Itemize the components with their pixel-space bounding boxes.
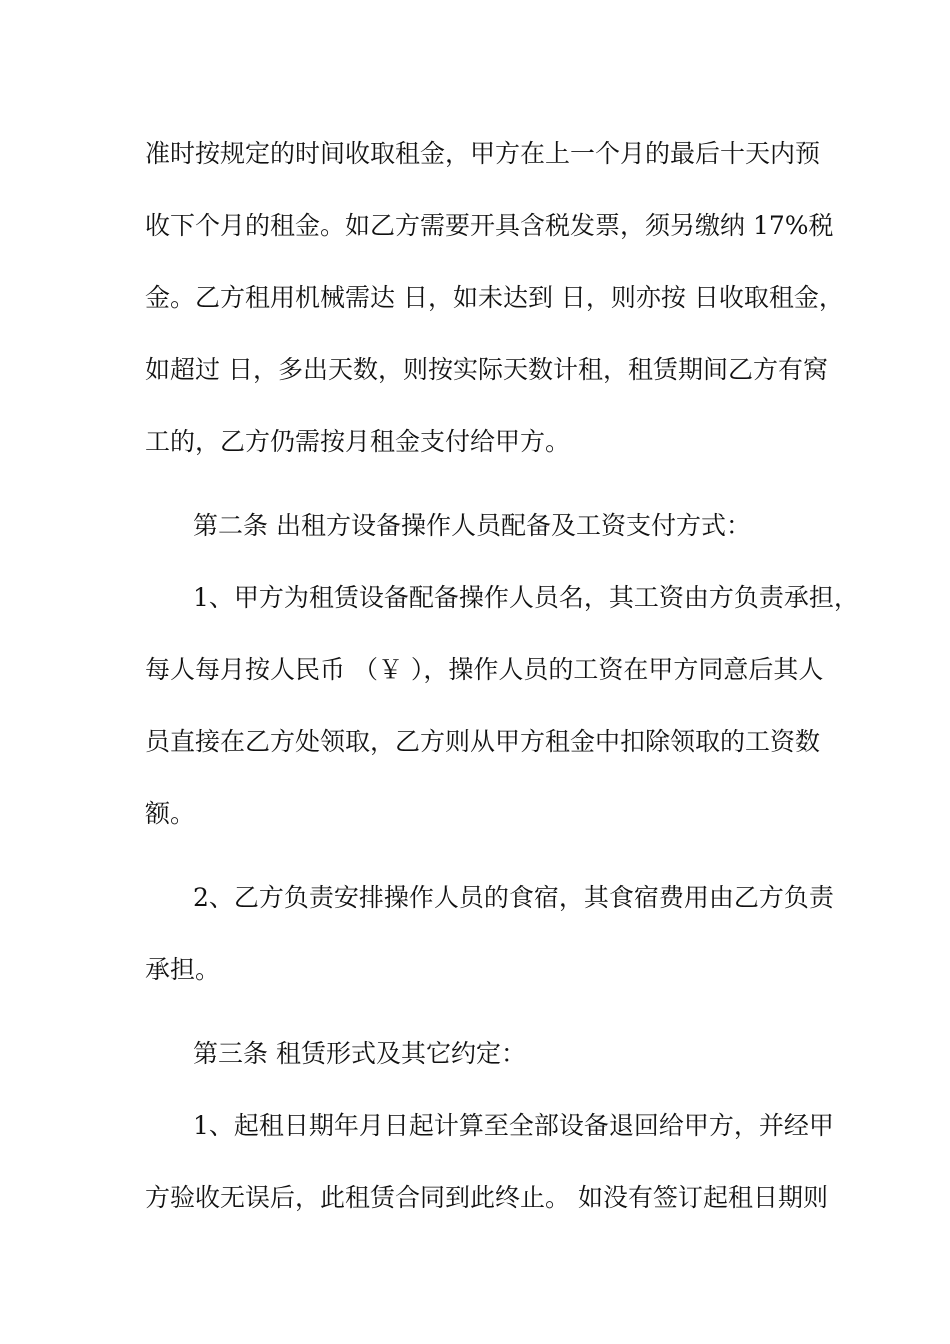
paragraph-line: 2、乙方负责安排操作人员的食宿，其食宿费用由乙方负责 bbox=[193, 883, 834, 912]
paragraph-line: 1、起租日期年月日起计算至全部设备退回给甲方，并经甲 bbox=[193, 1111, 834, 1140]
paragraph-line: 如超过 日，多出天数，则按实际天数计租，租赁期间乙方有窝 bbox=[145, 355, 828, 384]
paragraph-line: 金。乙方租用机械需达 日，如未达到 日，则亦按 日收取租金， bbox=[145, 283, 844, 312]
paragraph-line: 额。 bbox=[145, 799, 196, 828]
article-heading: 第三条 租赁形式及其它约定： bbox=[193, 1039, 526, 1068]
article-heading: 第二条 出租方设备操作人员配备及工资支付方式： bbox=[193, 511, 751, 540]
paragraph-line: 工的，乙方仍需按月租金支付给甲方。 bbox=[145, 427, 571, 456]
paragraph-line: 收下个月的租金。如乙方需要开具含税发票，须另缴纳 17%税 bbox=[145, 211, 834, 240]
paragraph-line: 方验收无误后，此租赁合同到此终止。 如没有签订起租日期则 bbox=[145, 1183, 828, 1212]
paragraph-line: 员直接在乙方处领取，乙方则从甲方租金中扣除领取的工资数 bbox=[145, 727, 821, 756]
paragraph-line: 每人每月按人民币 （￥ ），操作人员的工资在甲方同意后其人 bbox=[145, 655, 824, 684]
paragraph-line: 1、甲方为租赁设备配备操作人员名，其工资由方负责承担， bbox=[193, 583, 859, 612]
paragraph-line: 承担。 bbox=[145, 955, 221, 984]
paragraph-line: 准时按规定的时间收取租金，甲方在上一个月的最后十天内预 bbox=[145, 139, 821, 168]
